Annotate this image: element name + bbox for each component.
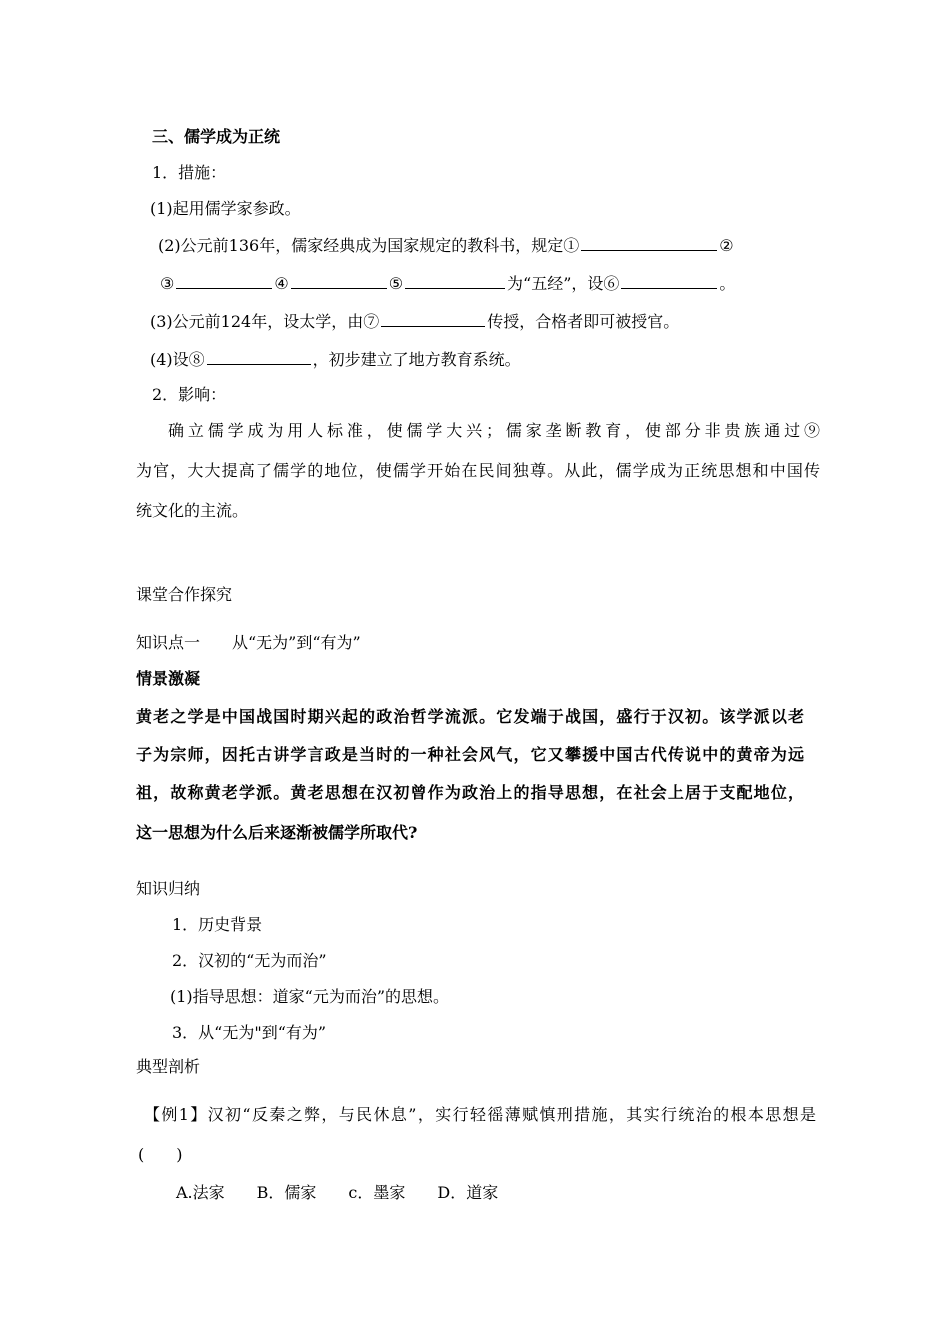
summary-title: 知识归纳: [136, 879, 201, 898]
example-1-question: 【例1】汉初“反秦之弊，与民休息”，实行轻徭薄赋慎刑措施，其实行统治的根本思想是: [144, 1105, 816, 1124]
measure-item-4-a: (4)设⑧: [150, 350, 205, 369]
marker-3: ③: [160, 274, 175, 293]
blank-1: [581, 234, 717, 251]
scenario-title: 情景激凝: [136, 669, 201, 688]
summary-item-1: 1．历史背景: [172, 915, 263, 934]
example-1-options: A.法家 B．儒家 c．墨家 D．道家: [176, 1183, 499, 1202]
influence-paragraph-line1: 确立儒学成为用人标准，使儒学大兴；儒家垄断教育，使部分非贵族通过⑨: [168, 421, 820, 440]
measure-item-4: [150, 348, 521, 370]
summary-item-2-1: (1)指导思想：道家“元为而治”的思想。: [170, 987, 450, 1006]
analysis-title: 典型剖析: [136, 1057, 201, 1076]
blank-4: [291, 272, 387, 289]
measure-item-2: [158, 234, 734, 256]
influence-title: 2．影响：: [152, 385, 227, 404]
line-end-period: 。: [719, 274, 736, 293]
example-1-answer-paren: ( ): [138, 1145, 183, 1164]
influence-paragraph-line3: 统文化的主流。: [136, 501, 249, 520]
measure-item-4-b: ，初步建立了地方教育系统。: [312, 350, 521, 369]
knowledge-point-1: 知识点一 从“无为”到“有为”: [136, 633, 361, 652]
influence-paragraph-line2: 为官，大大提高了儒学的地位，使儒学开始在民间独尊。从此，儒学成为正统思想和中国传: [136, 461, 820, 480]
classroom-heading: 课堂合作探究: [136, 585, 233, 604]
summary-item-2: 2．汉初的“无为而治”: [172, 951, 327, 970]
blank-7: [381, 310, 485, 327]
measure-item-2-line2: [160, 272, 735, 294]
scenario-line-3: 祖，故称黄老学派。黄老思想在汉初曾作为政治上的指导思想，在社会上居于支配地位，: [136, 783, 804, 802]
measure-item-2-text: (2)公元前136年，儒家经典成为国家规定的教科书，规定①: [158, 236, 580, 255]
marker-4: ④: [274, 274, 289, 293]
marker-2: ②: [719, 236, 734, 255]
blank-3: [176, 272, 272, 289]
blank-6: [621, 272, 717, 289]
measure-item-3: [150, 310, 679, 332]
scenario-line-1: 黄老之学是中国战国时期兴起的政治哲学流派。它发端于战国，盛行于汉初。该学派以老: [136, 707, 804, 726]
scenario-line-4: 这一思想为什么后来逐渐被儒学所取代?: [136, 823, 418, 842]
scenario-line-2: 子为宗师，因托古讲学言政是当时的一种社会风气，它又攀援中国古代传说中的黄帝为远: [136, 745, 804, 764]
measures-title: 1．措施：: [152, 163, 227, 182]
blank-8: [207, 348, 311, 365]
blank-5: [405, 272, 505, 289]
measure-item-3-a: (3)公元前124年，设太学，由⑦: [150, 312, 380, 331]
measure-item-3-b: 传授，合格者即可被授官。: [487, 312, 680, 331]
five-classics-text: 为“五经”，设⑥: [507, 274, 620, 293]
measure-item-1: (1)起用儒学家参政。: [150, 199, 301, 218]
section-heading: 三、儒学成为正统: [152, 127, 281, 146]
summary-item-3: 3．从“无为"到“有为”: [172, 1023, 327, 1042]
marker-5: ⑤: [388, 274, 404, 293]
